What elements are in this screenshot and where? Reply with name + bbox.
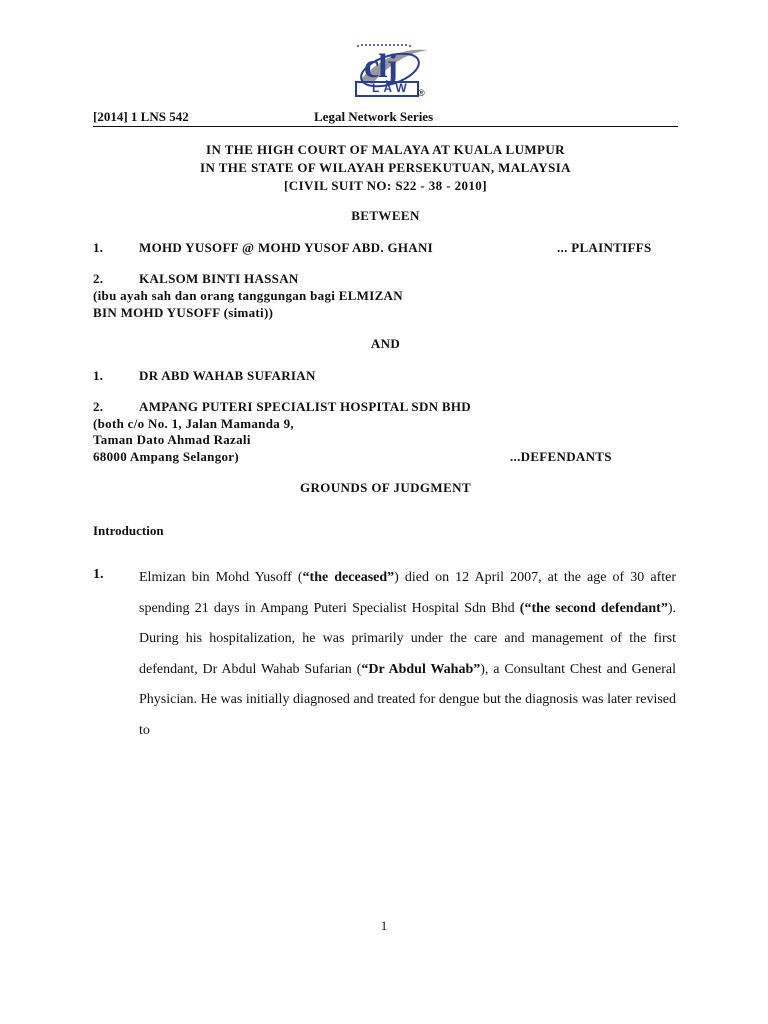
defendant-address-line-1: (both c/o No. 1, Jalan Mamanda 9, [93,416,294,431]
court-title-line-2: IN THE STATE OF WILAYAH PERSEKUTUAN, MALAYSIA [200,160,571,175]
paragraph-1-text-1: Elmizan bin Mohd Yusoff ( [139,570,303,585]
plaintiff-2-name: KALSOM BINTI HASSAN [139,271,299,286]
paragraph-number: 1. [93,567,104,582]
between-label: BETWEEN [351,208,420,223]
defined-term-second-defendant: (“the second defendant” [519,600,668,616]
defendant-1-number: 1. [93,368,104,383]
plaintiffs-role: ... PLAINTIFFS [557,240,652,255]
header-divider [93,126,678,127]
defined-term-deceased: “the deceased” [302,570,395,585]
page-number: 1 [380,918,388,933]
plaintiff-2-note-line-2: BIN MOHD YUSOFF (simati)) [93,305,274,320]
logo-subtext: LAW [372,81,411,95]
series-name: Legal Network Series [314,109,434,124]
defendant-2-name: AMPANG PUTERI SPECIALIST HOSPITAL SDN BHD [139,399,471,414]
defendant-2-number: 2. [93,399,104,414]
paragraph-1-text-2: ) died on 12 April 2007, at the age of 30 after spending 21 days in Ampang Puteri Specialist Hospital Sdn Bhd [139,570,676,616]
plaintiff-2-note-line-1: (ibu ayah sah dan orang tanggungan bagi ELMIZAN [93,288,403,303]
paragraph-1 [139,563,676,746]
grounds-of-judgment-heading: GROUNDS OF JUDGMENT [299,480,472,495]
plaintiff-1-number: 1. [93,240,104,255]
cljlaw-logo [352,40,432,102]
defendant-address-line-3: 68000 Ampang Selangor) [93,449,240,464]
civil-suit-number: [CIVIL SUIT NO: S22 - 38 - 2010] [284,178,487,193]
logo-text: clj [364,48,397,85]
plaintiff-1-name: MOHD YUSOFF @ MOHD YUSOF ABD. GHANI [139,240,434,255]
defendant-1-name: DR ABD WAHAB SUFARIAN [139,368,316,383]
registered-mark: ® [418,88,425,98]
paragraph-1-text-4: ), a Consultant Chest and General Physician. He was initially diagnosed and treated for dengue but the diagnosis was later revised to [139,661,676,738]
case-citation: [2014] 1 LNS 542 [93,109,189,124]
court-title-line-1: IN THE HIGH COURT OF MALAYA AT KUALA LUMPUR [206,142,565,157]
paragraph-1-text-3: ). During his hospitalization, he was primarily under the care and management of the first defendant, Dr Abdul Wahab Sufarian ( [139,600,676,677]
defendants-role: ...DEFENDANTS [510,449,612,464]
plaintiff-2-number: 2. [93,271,104,286]
and-label: AND [370,336,401,351]
defendant-address-line-2: Taman Dato Ahmad Razali [93,432,251,447]
defined-term-dr-abdul-wahab: “Dr Abdul Wahab” [361,661,481,677]
introduction-heading: Introduction [93,523,164,538]
